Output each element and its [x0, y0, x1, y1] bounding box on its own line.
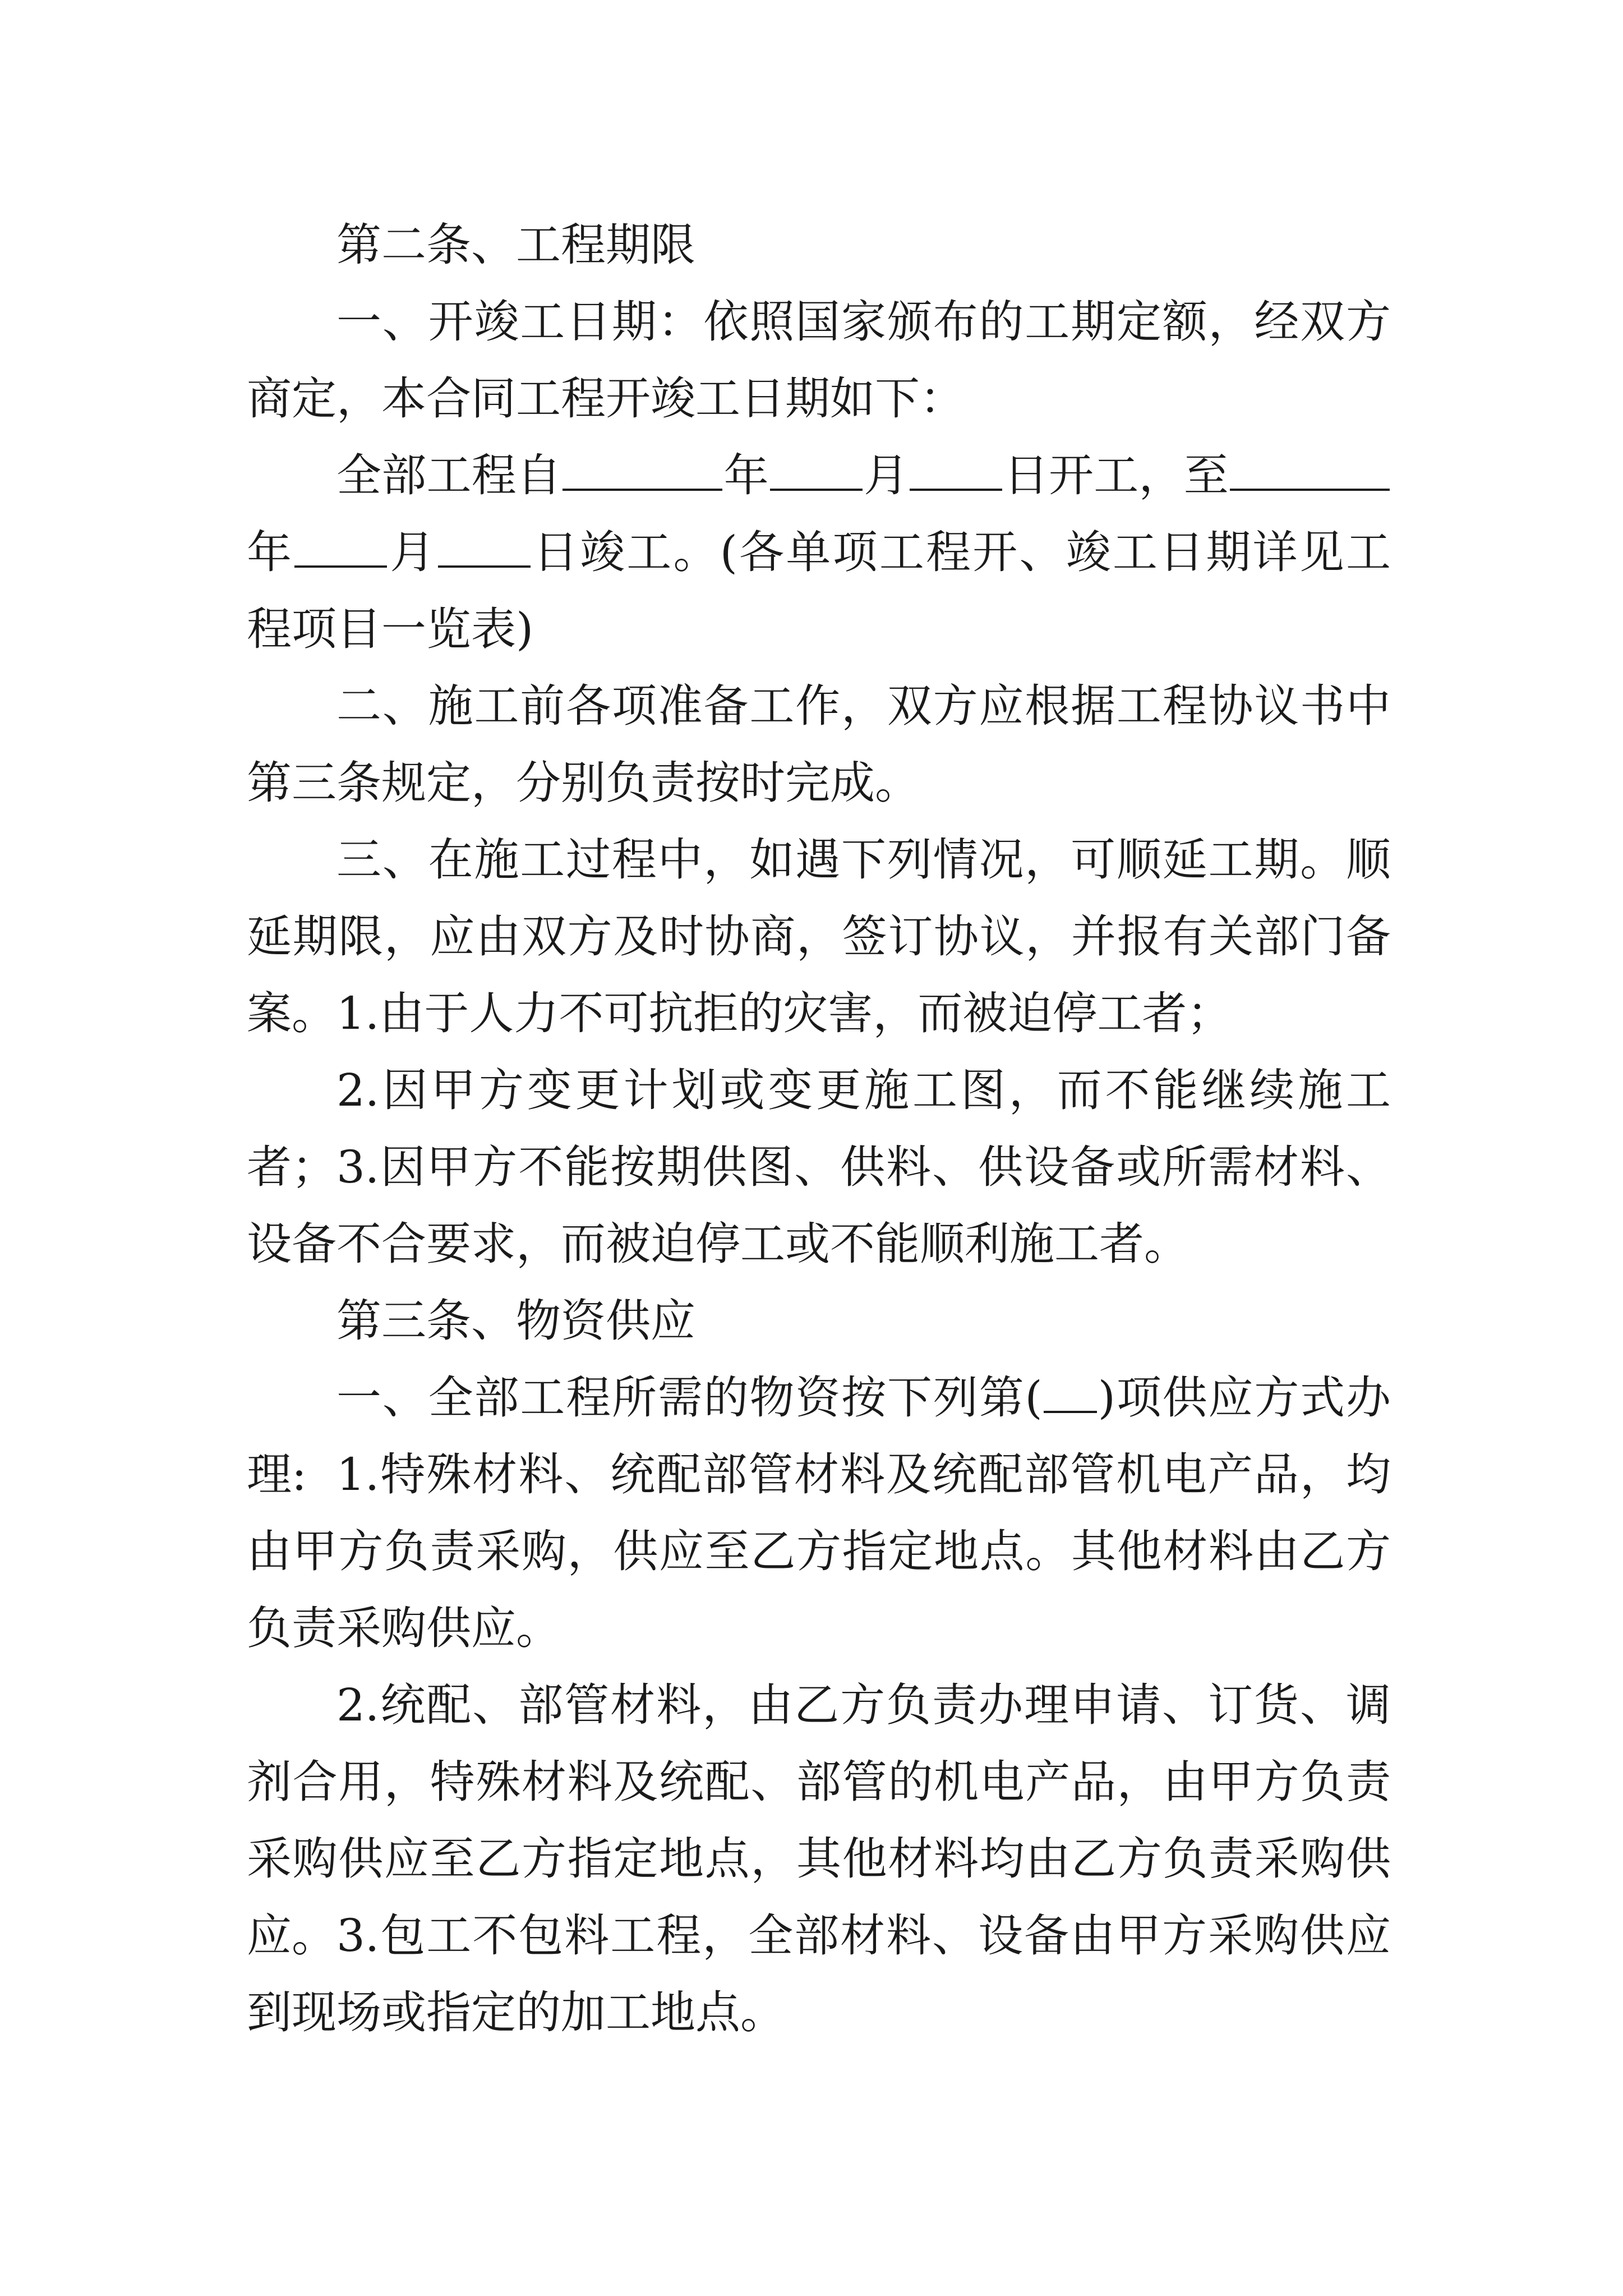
start-year-blank — [562, 445, 722, 491]
article-3-clause-1-item-3: 3.包工不包料工程，全部材料、设备由甲方采购供应到现场或指定的加工地点。 — [247, 1910, 1391, 2039]
end-day-blank — [438, 522, 531, 568]
start-month-blank — [770, 445, 863, 491]
article-2-clause-1-dates — [247, 437, 1391, 668]
article-3-title: 第三条、物资供应 — [336, 1295, 695, 1347]
supply-text-1: 一、全部工程所需的物资按下列第( — [336, 1372, 1043, 1424]
article-2-clause-3: 三、在施工过程中，如遇下列情况，可顺延工期。顺延期限，应由双方及时协商，签订协议，并报有关部门备案。 — [247, 834, 1391, 1039]
supply-text-2: )项供应方式办理: — [247, 1372, 1391, 1501]
end-month-blank — [294, 522, 387, 568]
dates-text-6: 月 — [388, 526, 437, 578]
article-2-clause-3-item-1: 1.由于人力不可抗拒的灾害，而被迫停工者； — [336, 987, 1232, 1039]
dates-text-4: 日开工，至 — [1003, 449, 1229, 501]
dates-text-7: 日竣工。(各单项工程开、竣工日期详见工程项目一览表) — [247, 526, 1391, 655]
supply-option-blank — [1044, 1367, 1097, 1413]
article-2-clause-3-item-2: 2.因甲方变更计划或变更施工图，而不能继续施工者； — [247, 1064, 1391, 1193]
article-2-clause-3-item-3: 3.因甲方不能按期供图、供料、供设备或所需材料、设备不合要求，而被迫停工或不能顺利施工者。 — [247, 1141, 1391, 1270]
dates-text-2: 年 — [723, 449, 769, 501]
end-year-blank — [1230, 445, 1390, 491]
article-2-clause-2: 二、施工前各项准备工作，双方应根据工程协议书中第三条规定，分别负责按时完成。 — [247, 680, 1391, 809]
start-day-blank — [910, 445, 1002, 491]
dates-text-3: 月 — [863, 449, 909, 501]
article-3-clause-1-item-2: 2.统配、部管材料，由乙方负责办理申请、订货、调剂合用，特殊材料及统配、部管的机电产品，由甲方负责采购供应至乙方指定地点，其他材料均由乙方负责采购供应。 — [247, 1679, 1391, 1962]
article-2-title: 第二条、工程期限 — [336, 219, 695, 271]
dates-text-1: 全部工程自 — [336, 449, 562, 501]
article-2-clause-1: 一、开竣工日期：依照国家颁布的工期定额，经双方商定，本合同工程开竣工日期如下： — [247, 296, 1391, 425]
dates-text-5: 年 — [247, 526, 294, 578]
article-3-clause-1-item-1: 1.特殊材料、统配部管材料及统配部管机电产品，均由甲方负责采购，供应至乙方指定地点。其他材料由乙方负责采购供应。 — [247, 1448, 1391, 1654]
